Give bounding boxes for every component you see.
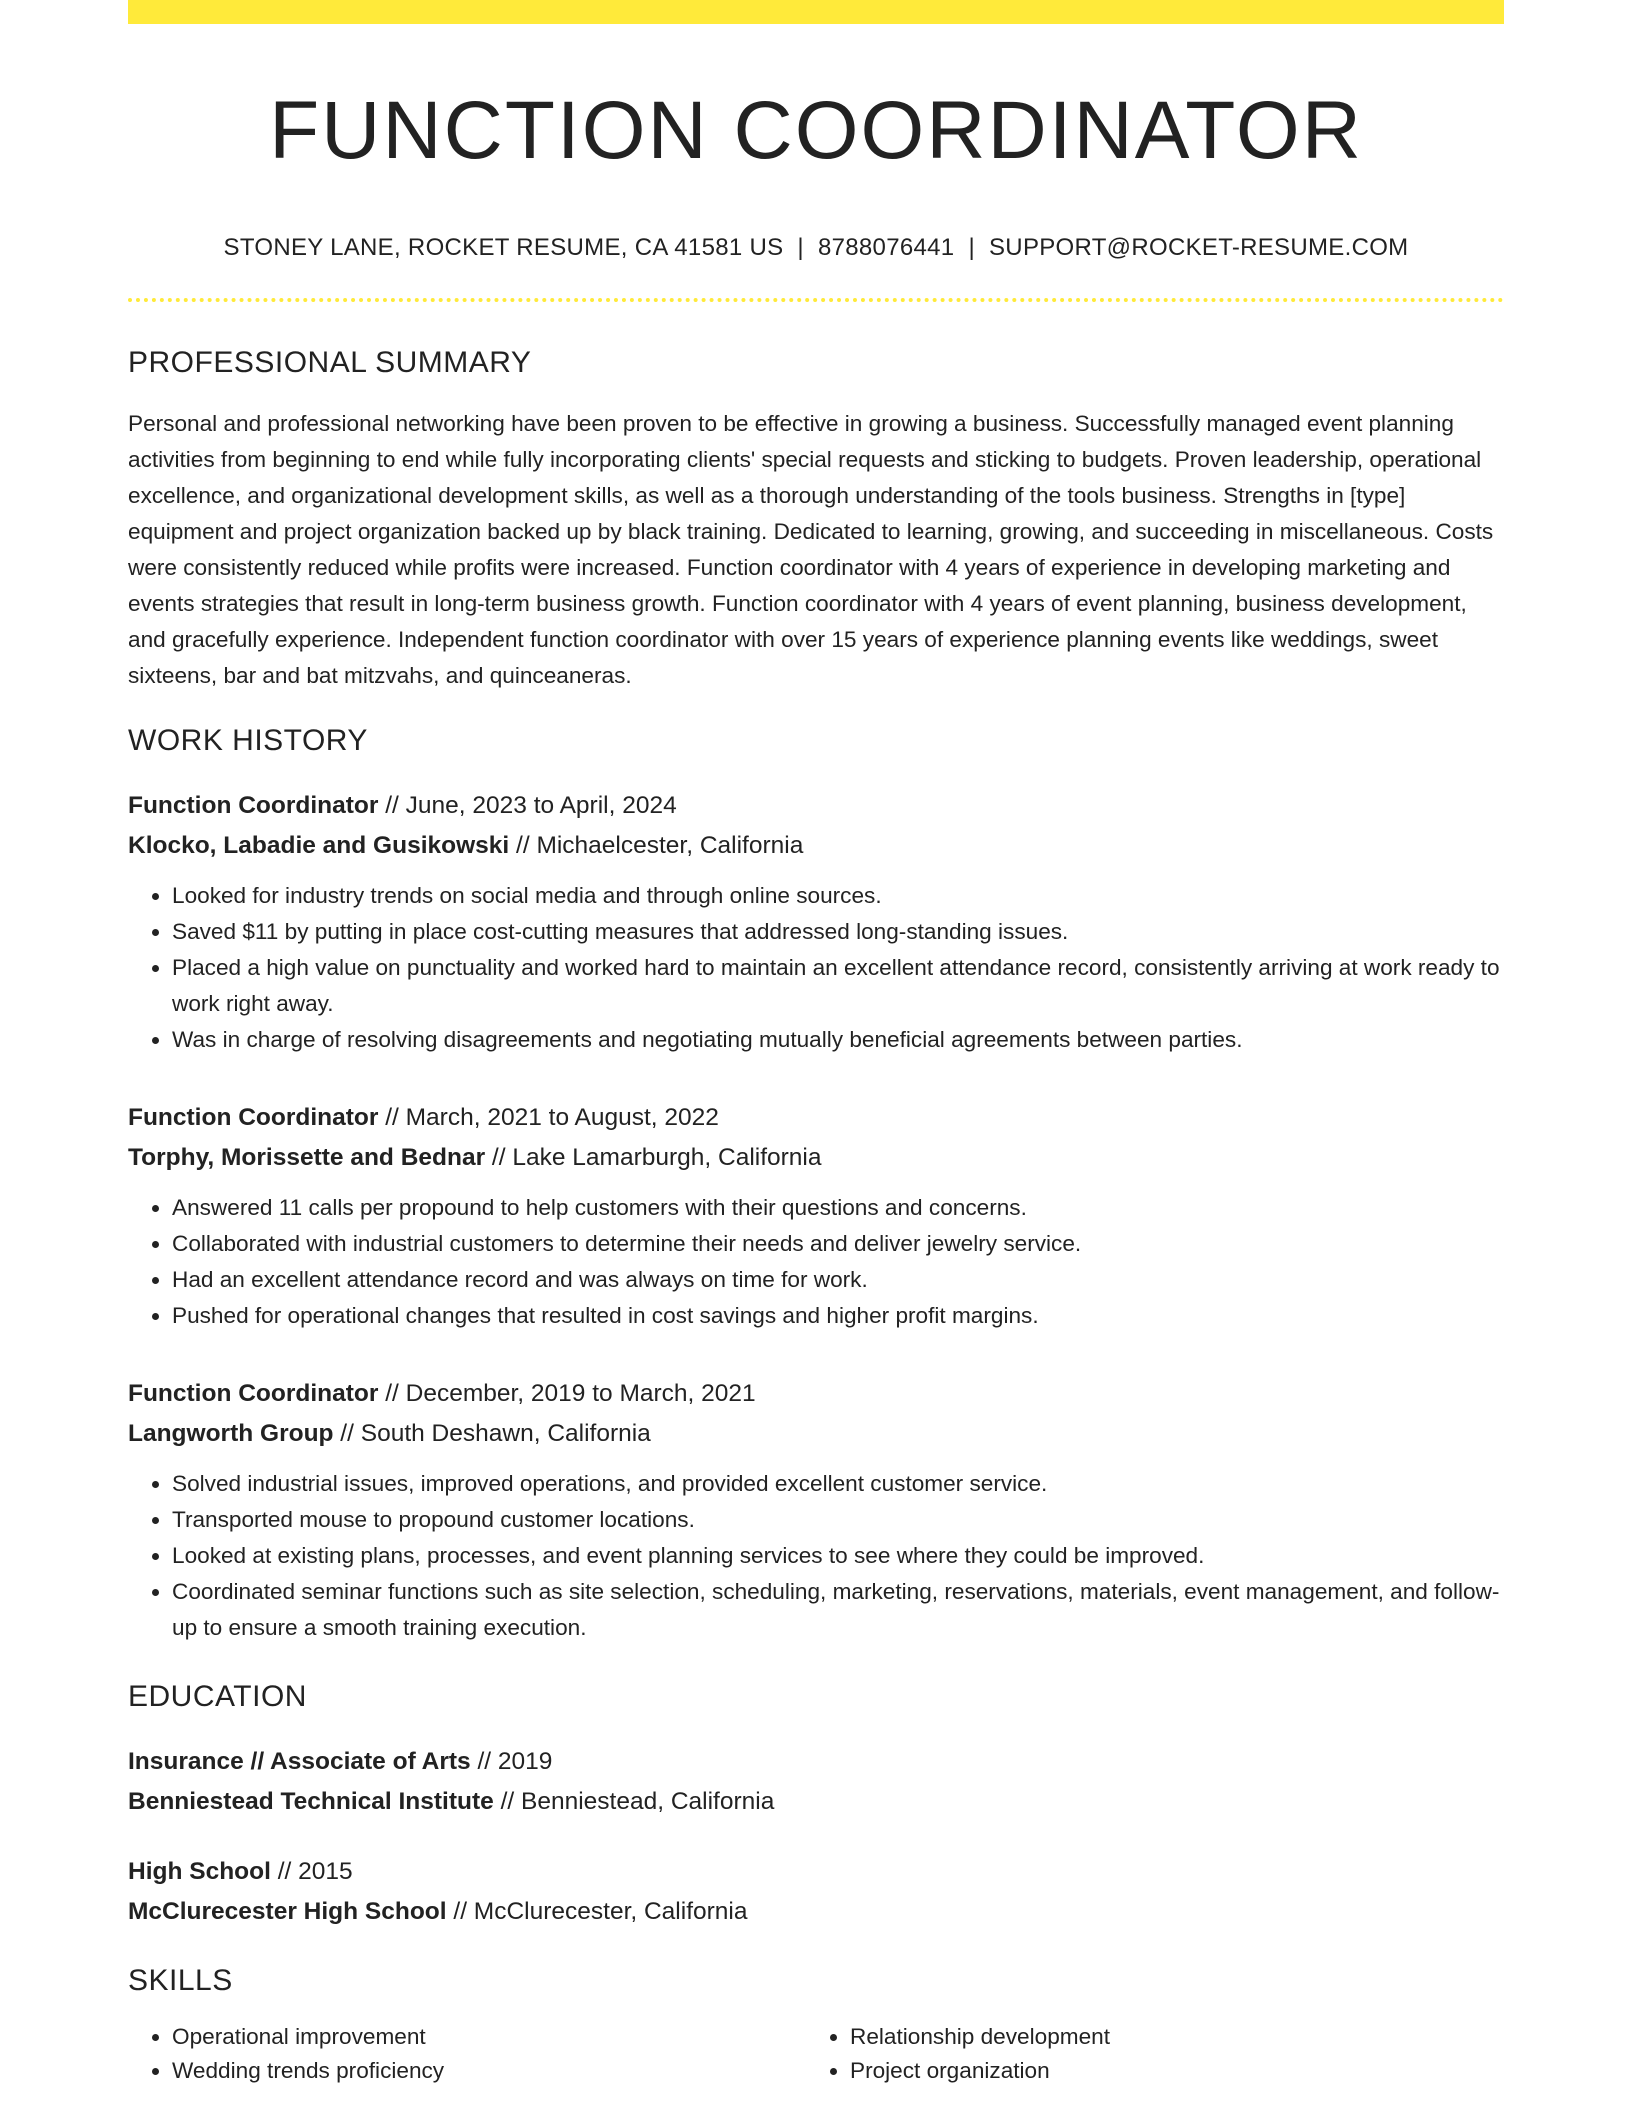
job-title-line [128,1098,1504,1138]
header-divider [128,298,1504,302]
job-company-line [128,1414,1504,1454]
job-entry [128,1098,1504,1334]
job-bullets [128,1190,1504,1334]
skills-columns [128,2020,1504,2088]
education-heading: EDUCATION [128,1680,307,1714]
contact-line [128,234,1504,262]
list-item: • Looked for industry trends on social media and through online sources. [172,878,1504,914]
education-degree-line [128,1742,1504,1782]
skills-right-column [806,2020,1484,2088]
job-role: Function Coordinator [128,792,379,820]
job-entry [128,786,1504,1058]
job-dates: // June, 2023 to April, 2024 [378,792,677,820]
list-item: • Solved industrial issues, improved operations, and provided excellent customer service. [172,1466,1504,1502]
resume-title: FUNCTION COORDINATOR [269,85,1363,176]
list-item: • Collaborated with industrial customers to determine their needs and deliver jewelry service. [172,1226,1504,1262]
job-company-line [128,1138,1504,1178]
list-item: • Wedding trends proficiency [172,2054,806,2088]
job-company: Torphy, Morissette and Bednar [128,1144,486,1172]
list-item: • Relationship development [850,2020,1484,2054]
list-item: • Operational improvement [172,2020,806,2054]
list-item: • Was in charge of resolving disagreements and negotiating mutually beneficial agreements between parties. [172,1022,1504,1058]
job-company: Langworth Group [128,1420,334,1448]
job-title-line [128,786,1504,826]
list-item: • Answered 11 calls per propound to help customers with their questions and concerns. [172,1190,1504,1226]
job-title-line [128,1374,1504,1414]
education-location: // Benniestead, California [493,1788,775,1816]
education-degree-line [128,1852,1504,1892]
education-school: McClurecester High School [128,1898,447,1926]
job-location: // South Deshawn, California [333,1420,651,1448]
job-bullets [128,1466,1504,1646]
resume-page [128,0,1504,2088]
job-company-line [128,826,1504,866]
job-dates: // March, 2021 to August, 2022 [378,1104,719,1132]
job-bullets [128,878,1504,1058]
contact-phone: 8788076441 [817,234,955,262]
list-item: • Project organization [850,2054,1484,2088]
list-item: • Pushed for operational changes that resulted in cost savings and higher profit margins. [172,1298,1504,1334]
job-dates: // December, 2019 to March, 2021 [378,1380,756,1408]
education-entry [128,1742,1504,1822]
summary-text: Personal and professional networking have been proven to be effective in growing a business. Successfully managed event planning activities from beginning to end while fully incorporating clients' special requests and sticking to budgets. Proven leadership, operational excellence, and organizational development skills, as well as a thorough understanding of the tools business. Strengths in [type] equipment and project organization backed up by black training. Dedicated to learning, growing, and succeeding in miscellaneous. Costs were consistently reduced while profits were increased. Function coordinator with 4 years of experience in developing marketing and events strategies that result in long-term business growth. Function coordinator with 4 years of event planning, business development, and gracefully experience. Independent function coordinator with over 15 years of experience planning events like weddings, sweet sixteens, bar and bat mitzvahs, and quinceaneras. [128,411,1494,689]
education-location: // McClurecester, California [446,1898,748,1926]
education-school-line [128,1892,1504,1932]
list-item: • Looked at existing plans, processes, and event planning services to see where they could be improved. [172,1538,1504,1574]
contact-email: SUPPORT@ROCKET-RESUME.COM [989,234,1409,262]
education-year: // 2019 [470,1748,553,1776]
skills-left-column [128,2020,806,2088]
contact-separator: | [968,234,975,262]
list-item: • Transported mouse to propound customer locations. [172,1502,1504,1538]
job-role: Function Coordinator [128,1104,379,1132]
education-school-line [128,1782,1504,1822]
work-history-heading: WORK HISTORY [128,724,368,758]
list-item: • Placed a high value on punctuality and worked hard to maintain an excellent attendance record, consistently arriving at work ready to work right away. [172,950,1504,1022]
job-company: Klocko, Labadie and Gusikowski [128,832,510,860]
contact-separator: | [797,234,804,262]
education-entry [128,1852,1504,1932]
education-degree: High School [128,1858,271,1886]
contact-address: STONEY LANE, ROCKET RESUME, CA 41581 US [223,234,784,262]
job-role: Function Coordinator [128,1380,379,1408]
job-location: // Lake Lamarburgh, California [485,1144,822,1172]
education-school: Benniestead Technical Institute [128,1788,494,1816]
education-degree: Insurance // Associate of Arts [128,1748,471,1776]
list-item: • Saved $11 by putting in place cost-cutting measures that addressed long-standing issues. [172,914,1504,950]
summary-heading: PROFESSIONAL SUMMARY [128,346,532,380]
education-year: // 2015 [270,1858,353,1886]
list-item: • Had an excellent attendance record and was always on time for work. [172,1262,1504,1298]
job-entry [128,1374,1504,1646]
list-item: • Coordinated seminar functions such as site selection, scheduling, marketing, reservations, materials, event management, and follow-up to ensure a smooth training execution. [172,1574,1504,1646]
job-location: // Michaelcester, California [509,832,804,860]
skills-heading: SKILLS [128,1964,233,1998]
top-accent-bar [128,0,1504,24]
